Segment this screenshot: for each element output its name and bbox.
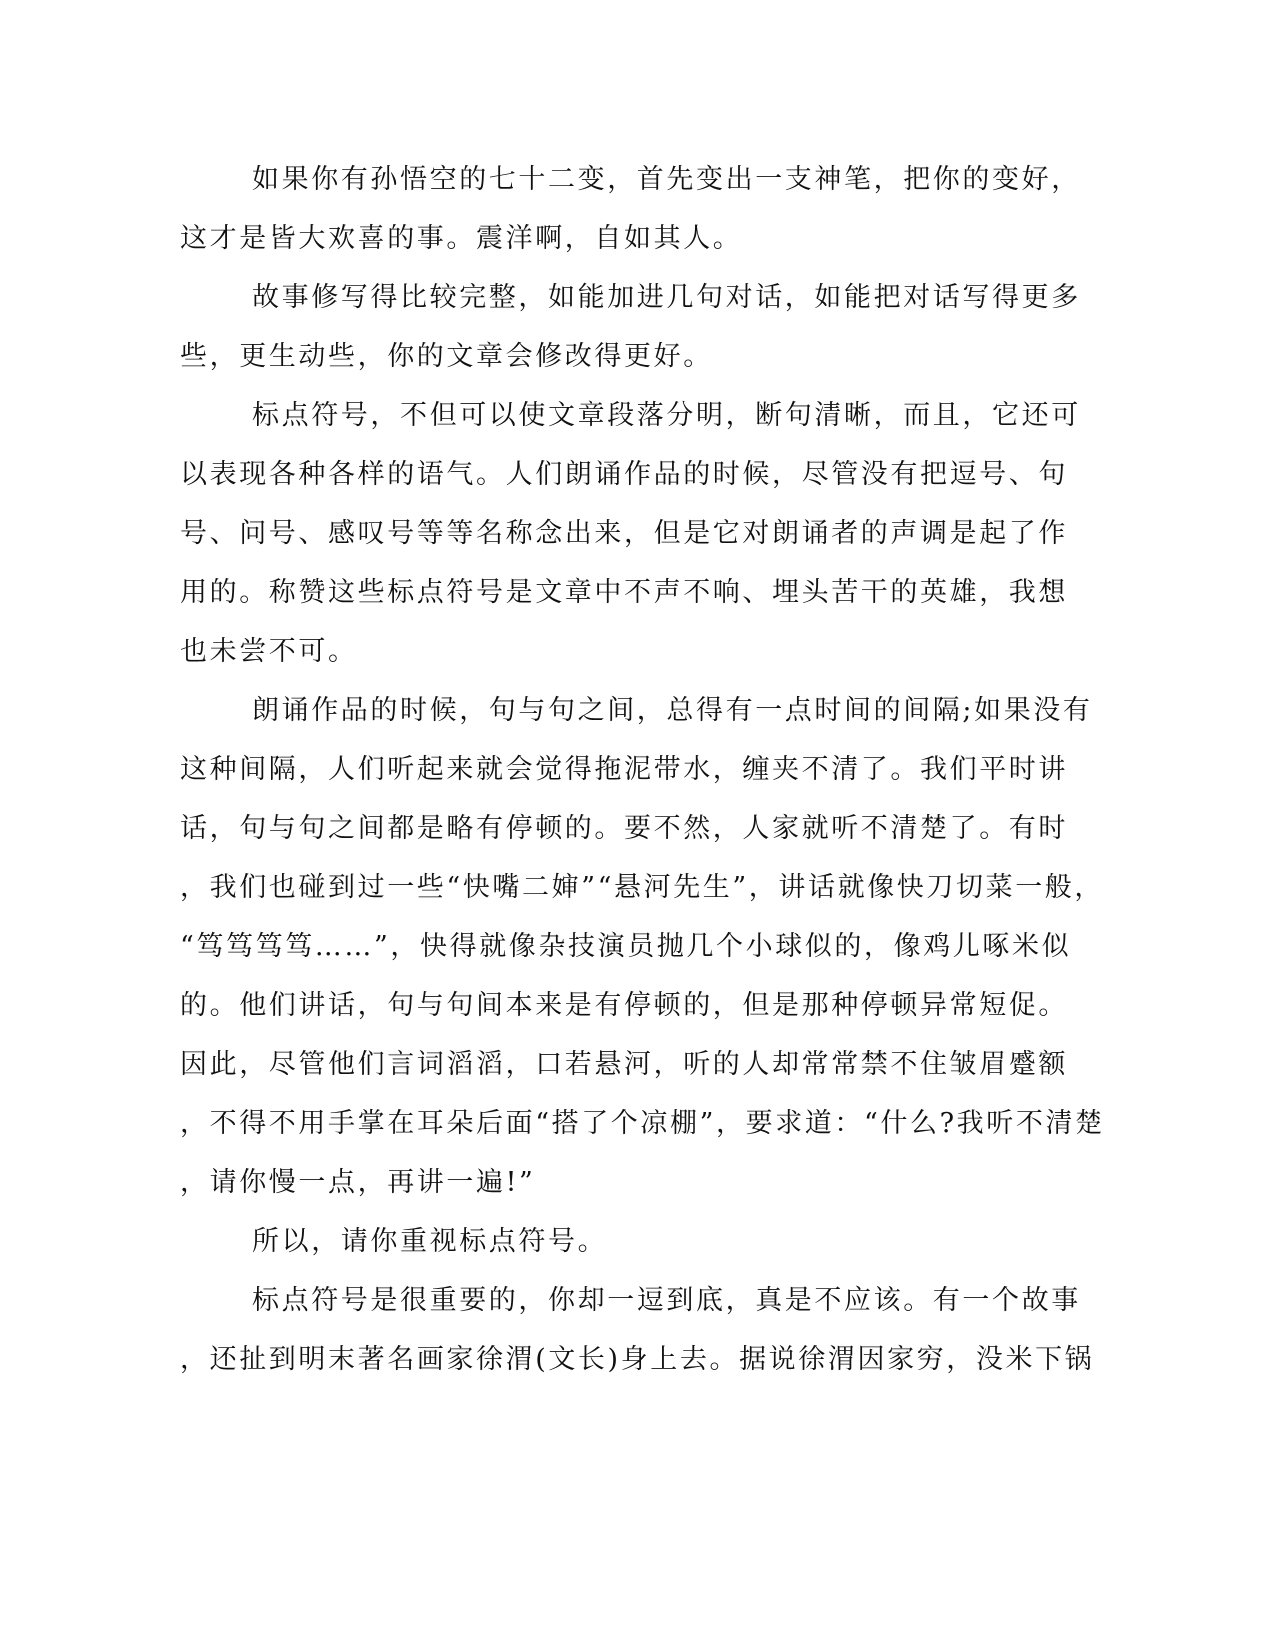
text-line: 以表现各种各样的语气。人们朗诵作品的时候，尽管没有把逗号、句 [180, 459, 1068, 490]
text-line: 用的。称赞这些标点符号是文章中不声不响、埋头苦干的英雄，我想 [180, 577, 1068, 608]
text-line: 所以，请你重视标点符号。 [252, 1226, 608, 1257]
text-line: 话，句与句之间都是略有停顿的。要不然，人家就听不清楚了。有时 [180, 813, 1068, 844]
text-line: 这种间隔，人们听起来就会觉得拖泥带水，缠夹不清了。我们平时讲 [180, 754, 1068, 785]
text-line: 号、问号、感叹号等等名称念出来，但是它对朗诵者的声调是起了作 [180, 518, 1068, 549]
text-line: 朗诵作品的时候，句与句之间，总得有一点时间的间隔;如果没有 [252, 695, 1093, 726]
text-line: 的。他们讲话，句与句间本来是有停顿的，但是那种停顿异常短促。 [180, 990, 1068, 1021]
text-line: 这才是皆大欢喜的事。震洋啊，自如其人。 [180, 223, 743, 254]
text-line: ，不得不用手掌在耳朵后面“搭了个凉棚”，要求道：“什么?我听不清楚 [180, 1108, 1105, 1139]
text-line: 些，更生动些，你的文章会修改得更好。 [180, 341, 713, 372]
text-line: 因此，尽管他们言词滔滔，口若悬河，听的人却常常禁不住皱眉蹙额 [180, 1049, 1068, 1080]
text-line: 标点符号，不但可以使文章段落分明，断句清晰，而且，它还可 [252, 400, 1081, 431]
text-line: “笃笃笃笃……”，快得就像杂技演员抛几个小球似的，像鸡儿啄米似 [180, 931, 1072, 962]
text-line: ，我们也碰到过一些“快嘴二婶”“悬河先生”，讲话就像快刀切菜一般， [180, 872, 1105, 903]
body-text [180, 150, 1105, 1389]
text-line: 标点符号是很重要的，你却一逗到底，真是不应该。有一个故事 [252, 1285, 1081, 1316]
text-line: 也未尝不可。 [180, 636, 358, 667]
text-line: ，还扯到明末著名画家徐渭(文长)身上去。据说徐渭因家穷，没米下锅 [180, 1344, 1095, 1375]
text-line: 如果你有孙悟空的七十二变，首先变出一支神笔，把你的变好， [252, 164, 1081, 195]
text-line: 故事修写得比较完整，如能加进几句对话，如能把对话写得更多 [252, 282, 1081, 313]
text-line: ，请你慢一点，再讲一遍!” [180, 1167, 536, 1198]
